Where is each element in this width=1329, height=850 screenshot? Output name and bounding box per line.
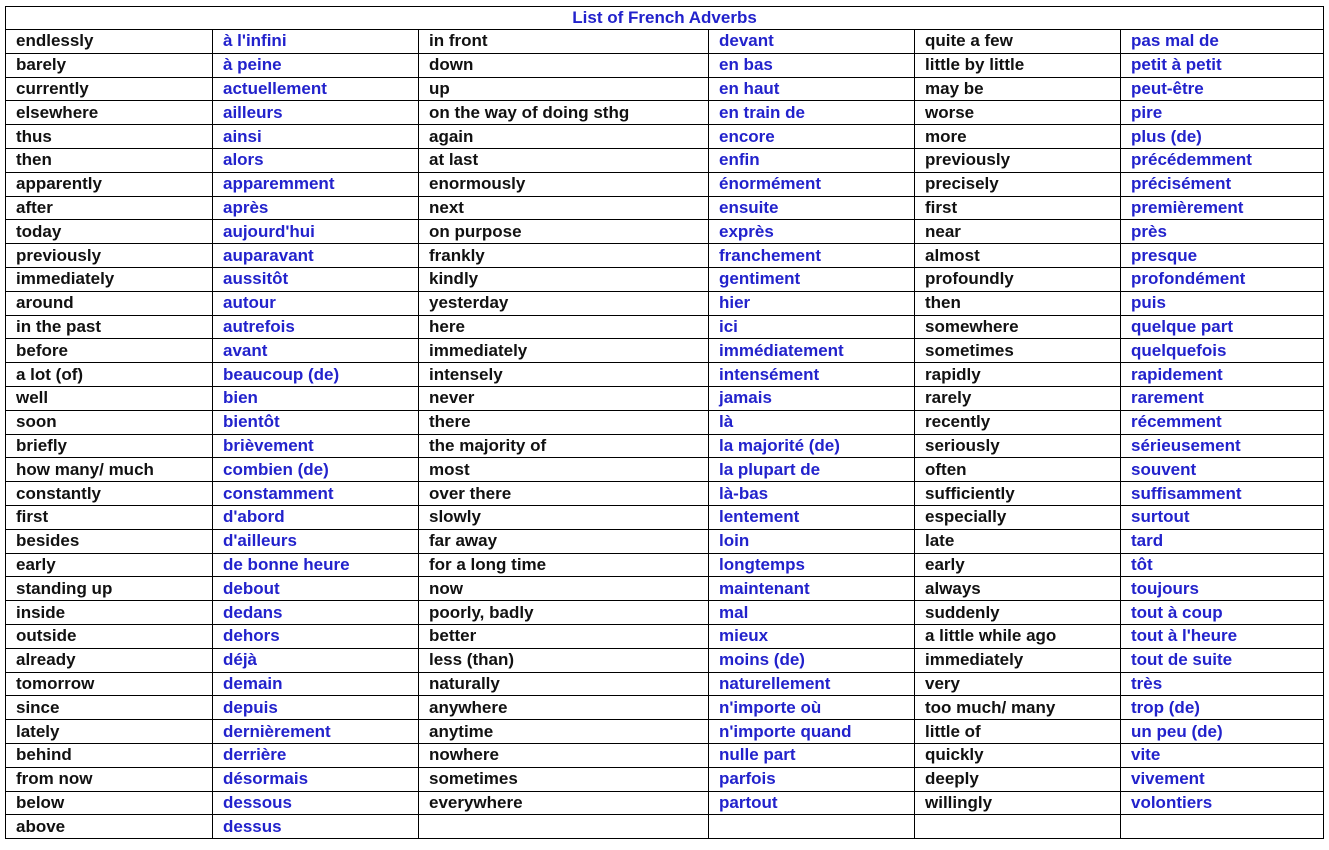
french-adverb-cell: longtemps: [709, 553, 915, 577]
english-adverb-cell: [915, 815, 1121, 839]
table-row: [6, 648, 1324, 672]
french-adverb-cell: profondément: [1121, 267, 1324, 291]
english-adverb-cell: frankly: [419, 244, 709, 268]
english-adverb-cell: barely: [6, 53, 213, 77]
french-adverb-cell: pire: [1121, 101, 1324, 125]
english-adverb-cell: less (than): [419, 648, 709, 672]
french-adverb-cell: demain: [213, 672, 419, 696]
french-adverb-cell: combien (de): [213, 458, 419, 482]
french-adverb-cell: volontiers: [1121, 791, 1324, 815]
english-adverb-cell: everywhere: [419, 791, 709, 815]
english-adverb-cell: again: [419, 125, 709, 149]
english-adverb-cell: on purpose: [419, 220, 709, 244]
french-adverb-cell: avant: [213, 339, 419, 363]
table-row: [6, 815, 1324, 839]
english-adverb-cell: since: [6, 696, 213, 720]
french-adverb-cell: déjà: [213, 648, 419, 672]
french-adverb-cell: constamment: [213, 482, 419, 506]
english-adverb-cell: [419, 815, 709, 839]
english-adverb-cell: too much/ many: [915, 696, 1121, 720]
french-adverb-cell: dessous: [213, 791, 419, 815]
english-adverb-cell: above: [6, 815, 213, 839]
french-adverb-cell: rapidement: [1121, 363, 1324, 387]
english-adverb-cell: immediately: [6, 267, 213, 291]
french-adverb-cell: actuellement: [213, 77, 419, 101]
english-adverb-cell: sometimes: [419, 767, 709, 791]
french-adverb-cell: petit à petit: [1121, 53, 1324, 77]
english-adverb-cell: almost: [915, 244, 1121, 268]
french-adverb-cell: moins (de): [709, 648, 915, 672]
french-adverb-cell: trop (de): [1121, 696, 1324, 720]
table-row: [6, 696, 1324, 720]
table-row: [6, 505, 1324, 529]
table-row: [6, 577, 1324, 601]
french-adverb-cell: tout à coup: [1121, 601, 1324, 625]
table-row: [6, 291, 1324, 315]
french-adverb-cell: derrière: [213, 743, 419, 767]
french-adverb-cell: depuis: [213, 696, 419, 720]
french-adverb-cell: dedans: [213, 601, 419, 625]
english-adverb-cell: willingly: [915, 791, 1121, 815]
table-row: [6, 458, 1324, 482]
english-adverb-cell: the majority of: [419, 434, 709, 458]
french-adverb-cell: ainsi: [213, 125, 419, 149]
french-adverb-cell: suffisamment: [1121, 482, 1324, 506]
french-adverb-cell: parfois: [709, 767, 915, 791]
english-adverb-cell: kindly: [419, 267, 709, 291]
english-adverb-cell: early: [6, 553, 213, 577]
french-adverb-cell: précisément: [1121, 172, 1324, 196]
english-adverb-cell: previously: [6, 244, 213, 268]
table-row: [6, 624, 1324, 648]
french-adverb-cell: immédiatement: [709, 339, 915, 363]
french-adverb-cell: plus (de): [1121, 125, 1324, 149]
english-adverb-cell: near: [915, 220, 1121, 244]
french-adverb-cell: aujourd'hui: [213, 220, 419, 244]
french-adverb-cell: n'importe quand: [709, 720, 915, 744]
english-adverb-cell: here: [419, 315, 709, 339]
french-adverb-cell: bien: [213, 386, 419, 410]
french-adverb-cell: en bas: [709, 53, 915, 77]
table-row: [6, 196, 1324, 220]
english-adverb-cell: lately: [6, 720, 213, 744]
table-row: [6, 53, 1324, 77]
english-adverb-cell: far away: [419, 529, 709, 553]
english-adverb-cell: precisely: [915, 172, 1121, 196]
english-adverb-cell: constantly: [6, 482, 213, 506]
english-adverb-cell: thus: [6, 125, 213, 149]
french-adverb-cell: devant: [709, 30, 915, 54]
english-adverb-cell: enormously: [419, 172, 709, 196]
english-adverb-cell: in front: [419, 30, 709, 54]
french-adverb-cell: beaucoup (de): [213, 363, 419, 387]
french-adverb-cell: précédemment: [1121, 148, 1324, 172]
english-adverb-cell: recently: [915, 410, 1121, 434]
english-adverb-cell: first: [6, 505, 213, 529]
french-adverb-cell: maintenant: [709, 577, 915, 601]
table-row: [6, 386, 1324, 410]
english-adverb-cell: around: [6, 291, 213, 315]
french-adverb-cell: hier: [709, 291, 915, 315]
english-adverb-cell: may be: [915, 77, 1121, 101]
french-adverb-cell: gentiment: [709, 267, 915, 291]
french-adverb-cell: loin: [709, 529, 915, 553]
table-row: [6, 267, 1324, 291]
english-adverb-cell: there: [419, 410, 709, 434]
french-adverb-cell: puis: [1121, 291, 1324, 315]
english-adverb-cell: better: [419, 624, 709, 648]
english-adverb-cell: quickly: [915, 743, 1121, 767]
table-row: [6, 148, 1324, 172]
table-row: [6, 672, 1324, 696]
english-adverb-cell: most: [419, 458, 709, 482]
french-adverb-cell: [709, 815, 915, 839]
english-adverb-cell: soon: [6, 410, 213, 434]
english-adverb-cell: poorly, badly: [419, 601, 709, 625]
english-adverb-cell: worse: [915, 101, 1121, 125]
french-adverb-cell: ici: [709, 315, 915, 339]
french-adverb-cell: tard: [1121, 529, 1324, 553]
french-adverb-cell: aussitôt: [213, 267, 419, 291]
french-adverb-cell: mal: [709, 601, 915, 625]
english-adverb-cell: then: [915, 291, 1121, 315]
french-adverb-cell: en haut: [709, 77, 915, 101]
table-row: [6, 601, 1324, 625]
english-adverb-cell: little of: [915, 720, 1121, 744]
english-adverb-cell: immediately: [419, 339, 709, 363]
table-row: [6, 529, 1324, 553]
english-adverb-cell: now: [419, 577, 709, 601]
french-adverb-cell: exprès: [709, 220, 915, 244]
french-adverb-cell: quelque part: [1121, 315, 1324, 339]
french-adverb-cell: alors: [213, 148, 419, 172]
english-adverb-cell: never: [419, 386, 709, 410]
english-adverb-cell: how many/ much: [6, 458, 213, 482]
french-adverb-cell: n'importe où: [709, 696, 915, 720]
french-adverb-cell: d'abord: [213, 505, 419, 529]
english-adverb-cell: immediately: [915, 648, 1121, 672]
english-adverb-cell: elsewhere: [6, 101, 213, 125]
english-adverb-cell: besides: [6, 529, 213, 553]
english-adverb-cell: very: [915, 672, 1121, 696]
english-adverb-cell: outside: [6, 624, 213, 648]
table-row: [6, 743, 1324, 767]
table-row: [6, 244, 1324, 268]
french-adverb-cell: là: [709, 410, 915, 434]
french-adverb-cell: partout: [709, 791, 915, 815]
english-adverb-cell: rarely: [915, 386, 1121, 410]
french-adverb-cell: naturellement: [709, 672, 915, 696]
english-adverb-cell: early: [915, 553, 1121, 577]
french-adverb-cell: dessus: [213, 815, 419, 839]
english-adverb-cell: currently: [6, 77, 213, 101]
english-adverb-cell: today: [6, 220, 213, 244]
french-adverb-cell: jamais: [709, 386, 915, 410]
english-adverb-cell: down: [419, 53, 709, 77]
french-adverb-cell: intensément: [709, 363, 915, 387]
english-adverb-cell: below: [6, 791, 213, 815]
english-adverb-cell: previously: [915, 148, 1121, 172]
french-adverb-cell: quelquefois: [1121, 339, 1324, 363]
table-row: [6, 172, 1324, 196]
french-adverb-cell: apparemment: [213, 172, 419, 196]
french-adverb-cell: pas mal de: [1121, 30, 1324, 54]
english-adverb-cell: after: [6, 196, 213, 220]
french-adverb-cell: énormément: [709, 172, 915, 196]
table-row: [6, 363, 1324, 387]
english-adverb-cell: apparently: [6, 172, 213, 196]
english-adverb-cell: anytime: [419, 720, 709, 744]
french-adverb-cell: près: [1121, 220, 1324, 244]
french-adverb-cell: là-bas: [709, 482, 915, 506]
english-adverb-cell: suddenly: [915, 601, 1121, 625]
french-adverb-cell: autour: [213, 291, 419, 315]
french-adverb-cell: lentement: [709, 505, 915, 529]
adverb-table: [5, 6, 1324, 839]
table-row: [6, 791, 1324, 815]
english-adverb-cell: next: [419, 196, 709, 220]
french-adverb-cell: vite: [1121, 743, 1324, 767]
french-adverb-cell: dehors: [213, 624, 419, 648]
english-adverb-cell: a lot (of): [6, 363, 213, 387]
french-adverb-cell: premièrement: [1121, 196, 1324, 220]
french-adverb-cell: tôt: [1121, 553, 1324, 577]
english-adverb-cell: little by little: [915, 53, 1121, 77]
french-adverb-cell: d'ailleurs: [213, 529, 419, 553]
table-title: List of French Adverbs: [6, 7, 1324, 30]
table-row: [6, 315, 1324, 339]
english-adverb-cell: always: [915, 577, 1121, 601]
english-adverb-cell: for a long time: [419, 553, 709, 577]
french-adverb-cell: la majorité (de): [709, 434, 915, 458]
french-adverb-cell: tout de suite: [1121, 648, 1324, 672]
english-adverb-cell: rapidly: [915, 363, 1121, 387]
english-adverb-cell: first: [915, 196, 1121, 220]
english-adverb-cell: in the past: [6, 315, 213, 339]
english-adverb-cell: behind: [6, 743, 213, 767]
title-row: [6, 7, 1324, 30]
french-adverb-cell: un peu (de): [1121, 720, 1324, 744]
french-adverb-cell: brièvement: [213, 434, 419, 458]
french-adverb-cell: à peine: [213, 53, 419, 77]
french-adverb-cell: enfin: [709, 148, 915, 172]
french-adverb-cell: presque: [1121, 244, 1324, 268]
english-adverb-cell: well: [6, 386, 213, 410]
english-adverb-cell: intensely: [419, 363, 709, 387]
french-adverb-cell: très: [1121, 672, 1324, 696]
table-row: [6, 767, 1324, 791]
english-adverb-cell: quite a few: [915, 30, 1121, 54]
table-row: [6, 553, 1324, 577]
english-adverb-cell: on the way of doing sthg: [419, 101, 709, 125]
english-adverb-cell: more: [915, 125, 1121, 149]
french-adverb-cell: en train de: [709, 101, 915, 125]
table-row: [6, 77, 1324, 101]
table-row: [6, 30, 1324, 54]
french-adverb-cell: récemment: [1121, 410, 1324, 434]
english-adverb-cell: over there: [419, 482, 709, 506]
french-adverb-cell: encore: [709, 125, 915, 149]
french-adverb-cell: tout à l'heure: [1121, 624, 1324, 648]
english-adverb-cell: seriously: [915, 434, 1121, 458]
english-adverb-cell: slowly: [419, 505, 709, 529]
english-adverb-cell: standing up: [6, 577, 213, 601]
english-adverb-cell: especially: [915, 505, 1121, 529]
french-adverb-cell: ailleurs: [213, 101, 419, 125]
english-adverb-cell: from now: [6, 767, 213, 791]
table-row: [6, 220, 1324, 244]
english-adverb-cell: somewhere: [915, 315, 1121, 339]
french-adverb-cell: la plupart de: [709, 458, 915, 482]
english-adverb-cell: naturally: [419, 672, 709, 696]
french-adverb-cell: ensuite: [709, 196, 915, 220]
english-adverb-cell: deeply: [915, 767, 1121, 791]
english-adverb-cell: nowhere: [419, 743, 709, 767]
french-adverb-cell: de bonne heure: [213, 553, 419, 577]
english-adverb-cell: late: [915, 529, 1121, 553]
english-adverb-cell: a little while ago: [915, 624, 1121, 648]
english-adverb-cell: already: [6, 648, 213, 672]
english-adverb-cell: then: [6, 148, 213, 172]
french-adverb-cell: rarement: [1121, 386, 1324, 410]
english-adverb-cell: profoundly: [915, 267, 1121, 291]
english-adverb-cell: tomorrow: [6, 672, 213, 696]
adverb-table-body: [6, 30, 1324, 839]
adverb-table-wrapper: [5, 6, 1324, 839]
french-adverb-cell: à l'infini: [213, 30, 419, 54]
english-adverb-cell: often: [915, 458, 1121, 482]
table-row: [6, 339, 1324, 363]
table-row: [6, 101, 1324, 125]
french-adverb-cell: toujours: [1121, 577, 1324, 601]
french-adverb-cell: [1121, 815, 1324, 839]
english-adverb-cell: at last: [419, 148, 709, 172]
table-row: [6, 482, 1324, 506]
french-adverb-cell: bientôt: [213, 410, 419, 434]
french-adverb-cell: surtout: [1121, 505, 1324, 529]
table-row: [6, 720, 1324, 744]
french-adverb-cell: mieux: [709, 624, 915, 648]
french-adverb-cell: vivement: [1121, 767, 1324, 791]
english-adverb-cell: endlessly: [6, 30, 213, 54]
table-row: [6, 434, 1324, 458]
english-adverb-cell: inside: [6, 601, 213, 625]
english-adverb-cell: sufficiently: [915, 482, 1121, 506]
french-adverb-cell: peut-être: [1121, 77, 1324, 101]
english-adverb-cell: before: [6, 339, 213, 363]
french-adverb-cell: franchement: [709, 244, 915, 268]
french-adverb-cell: souvent: [1121, 458, 1324, 482]
french-adverb-cell: debout: [213, 577, 419, 601]
french-adverb-cell: autrefois: [213, 315, 419, 339]
french-adverb-cell: auparavant: [213, 244, 419, 268]
french-adverb-cell: après: [213, 196, 419, 220]
english-adverb-cell: up: [419, 77, 709, 101]
french-adverb-cell: sérieusement: [1121, 434, 1324, 458]
english-adverb-cell: anywhere: [419, 696, 709, 720]
french-adverb-cell: dernièrement: [213, 720, 419, 744]
table-row: [6, 410, 1324, 434]
french-adverb-cell: désormais: [213, 767, 419, 791]
english-adverb-cell: sometimes: [915, 339, 1121, 363]
french-adverb-cell: nulle part: [709, 743, 915, 767]
english-adverb-cell: briefly: [6, 434, 213, 458]
english-adverb-cell: yesterday: [419, 291, 709, 315]
table-row: [6, 125, 1324, 149]
